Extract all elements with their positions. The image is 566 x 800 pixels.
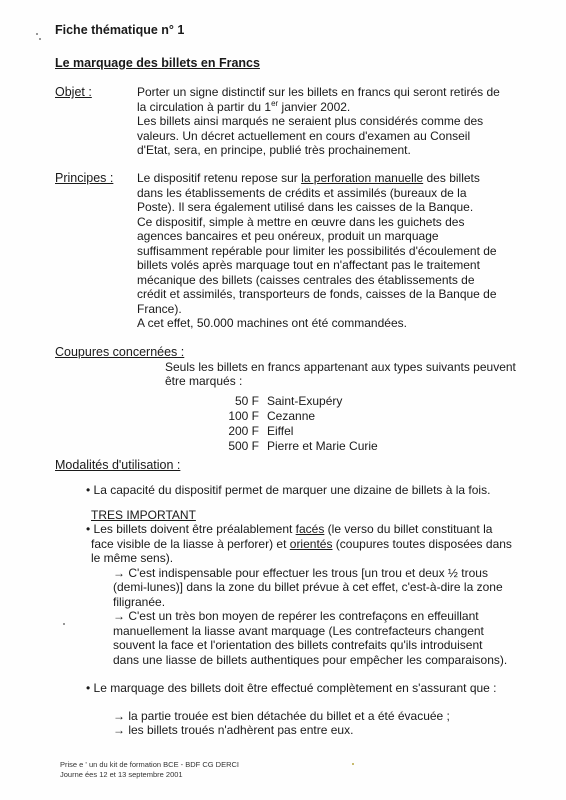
bill-row (221, 439, 421, 454)
modalites-bullet: • La capacité du dispositif permet de marquer une dizaine de billets à la fois. (86, 483, 491, 497)
principes-line: mécanique des billets (caisses centrales des établissements de (137, 273, 475, 287)
principes-line: billets volés après marquage tout en n'affectant pas le traitement (137, 258, 480, 272)
coupures-line: être marqués : (165, 374, 243, 388)
principes-line: agences bancaires et peu onéreux, produit un marquage (137, 229, 439, 243)
coupures-line: Seuls les billets en francs appartenant aux types suivants peuvent (165, 360, 516, 374)
bill-row (221, 394, 421, 409)
objet-line: Porter un signe distinctif sur les billets en francs qui seront retirés de (137, 85, 500, 99)
scan-speck (63, 623, 65, 625)
bill-name: Eiffel (267, 424, 294, 438)
arrow-line: souvent la face et l'orientation des billets contrefaits qu'ils introduisent (113, 638, 483, 652)
coupures-label: Coupures concernées : (55, 345, 185, 359)
principes-line: Ce dispositif, simple à mettre en œuvre dans les guichets des (137, 215, 465, 229)
arrow-line: → la partie trouée est bien détachée du billet et a été évacuée ; (113, 709, 450, 723)
arrow-line: → C'est un très bon moyen de repérer les contrefaçons en effeuillant (113, 609, 479, 623)
bill-value: 500 F (228, 439, 259, 453)
footer-line: Journe ées 12 et 13 septembre 2001 (60, 770, 183, 779)
bill-name: Pierre et Marie Curie (267, 439, 378, 453)
modalites-label: Modalités d'utilisation : (55, 458, 181, 472)
footer-line: Prise e ' un du kit de formation BCE - BDF CG DERCI (60, 760, 239, 769)
principes-line: France). (137, 302, 182, 316)
bill-value: 100 F (228, 409, 259, 423)
principes-line: crédit et assimilés, transporteurs de fonds, caisses de la Banque de (137, 287, 497, 301)
important-heading: TRES IMPORTANT (91, 508, 196, 522)
principes-line: Poste). Il sera également utilisé dans les caisses de la Banque. (137, 200, 474, 214)
principes-line: suffisamment repérable pour limiter les possibilités d'écoulement de (137, 244, 497, 258)
modalites-line: le même sens). (91, 551, 174, 565)
objet-line: Les billets ainsi marqués ne seraient plus considérés comme des (137, 114, 484, 128)
bill-name: Saint-Exupéry (267, 394, 343, 408)
bill-name: Cezanne (267, 409, 316, 423)
arrow-line: → C'est indispensable pour effectuer les trous [un trou et deux ½ trous (113, 566, 488, 580)
arrow-line: → les billets troués n'adhèrent pas entre eux. (113, 723, 354, 737)
scan-speck (36, 33, 38, 35)
fiche-heading: Fiche thématique n° 1 (55, 23, 185, 37)
arrow-line: dans une liasse de billets authentiques pour empêcher les comparaisons). (113, 653, 508, 667)
scan-speck (352, 763, 354, 765)
scan-speck (39, 38, 41, 40)
objet-line: d'Etat, sera, en principe, publié très prochainement. (137, 143, 411, 157)
modalites-bullet: • Le marquage des billets doit être effectué complètement en s'assurant que : (86, 681, 497, 695)
objet-line: valeurs. Un décret actuellement en cours d'examen au Conseil (137, 129, 471, 143)
arrow-line: manuellement la liasse avant marquage (Les contrefacteurs changent (113, 624, 484, 638)
principes-line: Le dispositif retenu repose sur la perforation manuelle des billets (137, 171, 480, 185)
modalites-bullet: • Les billets doivent être préalablement facés (le verso du billet constituant la (86, 522, 493, 536)
principes-label: Principes : (55, 171, 114, 185)
modalites-line: face visible de la liasse à perforer) et orientés (coupures toutes disposées dans (91, 537, 512, 551)
principes-line: dans les établissements de crédits et assimilés (bureaux de la (137, 186, 467, 200)
document-title: Le marquage des billets en Francs (55, 56, 260, 70)
bill-value: 200 F (228, 424, 259, 438)
bill-value: 50 F (234, 394, 259, 408)
bill-row (221, 409, 421, 424)
arrow-line: filigranée. (113, 595, 166, 609)
objet-line: la circulation à partir du 1er janvier 2002. (137, 99, 351, 114)
bill-row (221, 424, 421, 439)
principes-line: A cet effet, 50.000 machines ont été commandées. (137, 316, 407, 330)
objet-label: Objet : (55, 85, 92, 99)
arrow-line: (demi-lunes)] dans la zone du billet prévue à cet effet, c'est-à-dire la zone (113, 580, 503, 594)
